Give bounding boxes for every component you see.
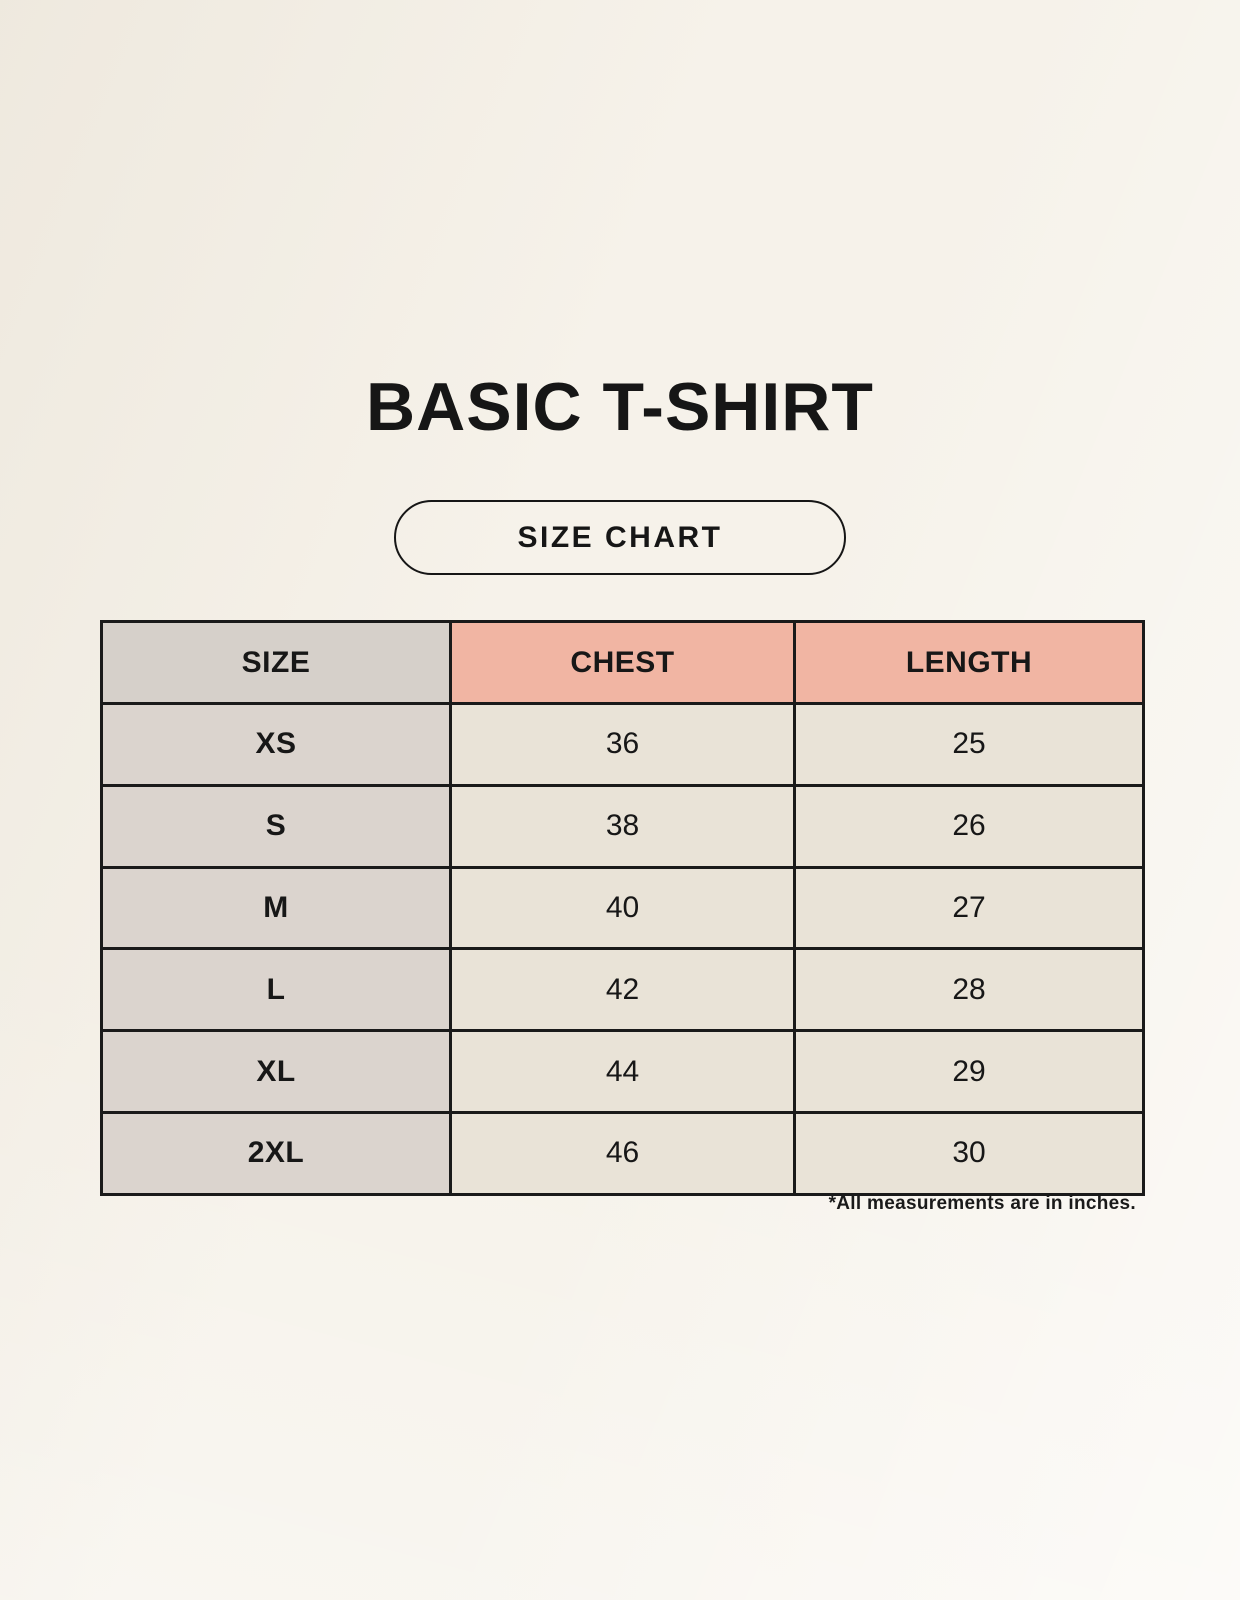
length-value-cell: 25 xyxy=(795,704,1144,786)
length-value-cell: 26 xyxy=(795,785,1144,867)
table-row xyxy=(102,704,1144,786)
table-header-row xyxy=(102,622,1144,704)
chest-value-cell: 38 xyxy=(451,785,795,867)
size-chart-badge-label: SIZE CHART xyxy=(517,520,723,554)
size-label-cell: S xyxy=(102,785,451,867)
column-header-chest: CHEST xyxy=(451,622,795,704)
chest-value-cell: 36 xyxy=(451,704,795,786)
size-label-cell: 2XL xyxy=(102,1112,451,1194)
table-row xyxy=(102,867,1144,949)
size-label-cell: XS xyxy=(102,704,451,786)
column-header-size: SIZE xyxy=(102,622,451,704)
length-value-cell: 28 xyxy=(795,949,1144,1031)
size-chart-table-container xyxy=(100,620,1142,1196)
size-label-cell: XL xyxy=(102,1031,451,1113)
size-label-cell: M xyxy=(102,867,451,949)
length-value-cell: 27 xyxy=(795,867,1144,949)
chest-value-cell: 46 xyxy=(451,1112,795,1194)
length-value-cell: 30 xyxy=(795,1112,1144,1194)
table-row xyxy=(102,1112,1144,1194)
page-title: BASIC T-SHIRT xyxy=(366,369,874,445)
size-chart-table xyxy=(100,620,1145,1196)
column-header-length: LENGTH xyxy=(795,622,1144,704)
chest-value-cell: 44 xyxy=(451,1031,795,1113)
measurements-footnote: *All measurements are in inches. xyxy=(828,1193,1136,1214)
size-chart-badge[interactable] xyxy=(394,500,846,575)
table-row xyxy=(102,1031,1144,1113)
table-row xyxy=(102,785,1144,867)
table-row xyxy=(102,949,1144,1031)
chest-value-cell: 42 xyxy=(451,949,795,1031)
length-value-cell: 29 xyxy=(795,1031,1144,1113)
chest-value-cell: 40 xyxy=(451,867,795,949)
size-label-cell: L xyxy=(102,949,451,1031)
